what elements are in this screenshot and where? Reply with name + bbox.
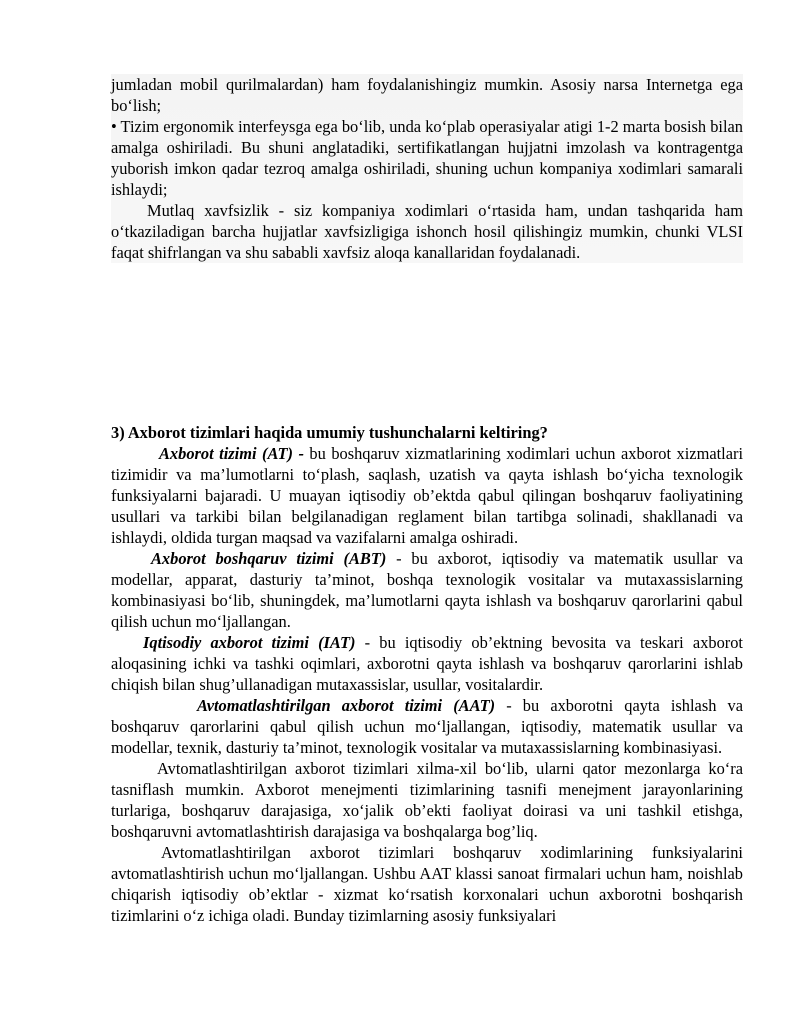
text-abt: - bu axborot, iqtisodiy va matematik usullar va modellar, apparat, dasturiy ta’minot, boshqa texnologik vositalar va mutaxassislarning kombinasiyasi bo‘lib, shuningdek, ma’lumotlarni qayta ishlash va boshqaruv qarorlarini qabul qilish uchun mo‘ljallangan. <box>111 549 743 631</box>
paragraph-aat <box>111 695 743 758</box>
paragraph-functions: Avtomatlashtirilgan axborot tizimlari boshqaruv xodimlarining funksiyalarini avtomatlashtirish uchun mo‘ljallangan. Ushbu AAT klassi sanoat firmalari uchun ham, noishlab chiqarish iqtisodiy ob’ektlar - xizmat ko‘rsatish korxonalari uchun axborotni boshqarish tizimlarini o‘z ichiga oladi. Bunday tizimlarning asosiy funksiyalari <box>111 843 743 925</box>
paragraph-iat <box>111 632 743 695</box>
text-aat: - bu axborotni qayta ishlash va boshqaruv qarorlarini qabul qilish uchun mo‘ljallangan, iqtisodiy, matematik usullar va modellar, texnik, dasturiy ta’minot, texnologik vositalar va mutaxassislarning kombinasiyasi. <box>111 696 743 757</box>
paragraph-classification: Avtomatlashtirilgan axborot tizimlari xilma-xil bo‘lib, ularni qator mezonlarga ko‘ra tasniflash mumkin. Axborot menejmenti tizimlarining tasnifi menejment jarayonlarining turlariga, boshqaruv darajasiga, xo‘jalik ob’ekti faoliyat doirasi va uni tashkil etishga, boshqaruvni avtomatlashtirish darajasiga va boshqalarga bog’liq. <box>111 759 743 841</box>
document-page <box>111 74 743 926</box>
term-at: Axborot tizimi (AT) - <box>159 444 304 463</box>
paragraph-ergonomic: • Tizim ergonomik interfeysga ega bo‘lib, unda ko‘plab operasiyalar atigi 1-2 marta bosish bilan amalga oshiriladi. Bu shuni anglatadiki, sertifikatlangan hujjatni imzolash va kontragentga yuborish imkon qadar tezroq amalga oshiriladi, shuning uchun kompaniya xodimlari samarali ishlaydi; <box>111 117 743 199</box>
paragraph-mobile: jumladan mobil qurilmalardan) ham foydalanishingiz mumkin. Asosiy narsa Internetga ega bo‘lish; <box>111 75 743 115</box>
question-section <box>111 422 743 926</box>
text-at: bu boshqaruv xizmatlarining xodimlari uchun axborot xizmatlari tizimidir va ma’lumotlarni to‘plash, saqlash, uzatish va qayta ishlash bo‘yicha texnologik funksiyalarni bajaradi. U muayan iqtisodiy ob’ektda qabul qilingan boshqaruv faoliyatining usullari va tarkibi bilan belgilanadigan reglament bilan tartibga solinadi, shakllanadi va ishlaydi, oldida turgan maqsad va vazifalarni amalga oshiradi. <box>111 444 743 547</box>
term-iat: Iqtisodiy axborot tizimi (IAT) <box>143 633 356 652</box>
top-text-block <box>111 74 743 263</box>
paragraph-abt <box>111 548 743 632</box>
term-aat: Avtomatlashtirilgan axborot tizimi (AAT) <box>197 696 496 715</box>
question-heading: 3) Axborot tizimlari haqida umumiy tushunchalarni keltiring? <box>111 423 548 442</box>
term-abt: Axborot boshqaruv tizimi (ABT) <box>151 549 387 568</box>
paragraph-security: Mutlaq xavfsizlik - siz kompaniya xodimlari o‘rtasida ham, undan tashqarida ham o‘tkaziladigan barcha hujjatlar xavfsizligiga ishonch hosil qilishingiz mumkin, chunki VLSI faqat shifrlangan va shu sababli xavfsiz aloqa kanallaridan foydalanadi. <box>111 201 743 262</box>
paragraph-at <box>111 443 743 548</box>
text-iat: - bu iqtisodiy ob’ektning bevosita va teskari axborot aloqasining ichki va tashki oqimlari, axborotni qayta ishlash va boshqaruv qarorlarini ishlab chiqish bilan shug’ullanadigan mutaxassislar, usullar, vositalardir. <box>111 633 743 694</box>
blank-space <box>111 263 743 422</box>
